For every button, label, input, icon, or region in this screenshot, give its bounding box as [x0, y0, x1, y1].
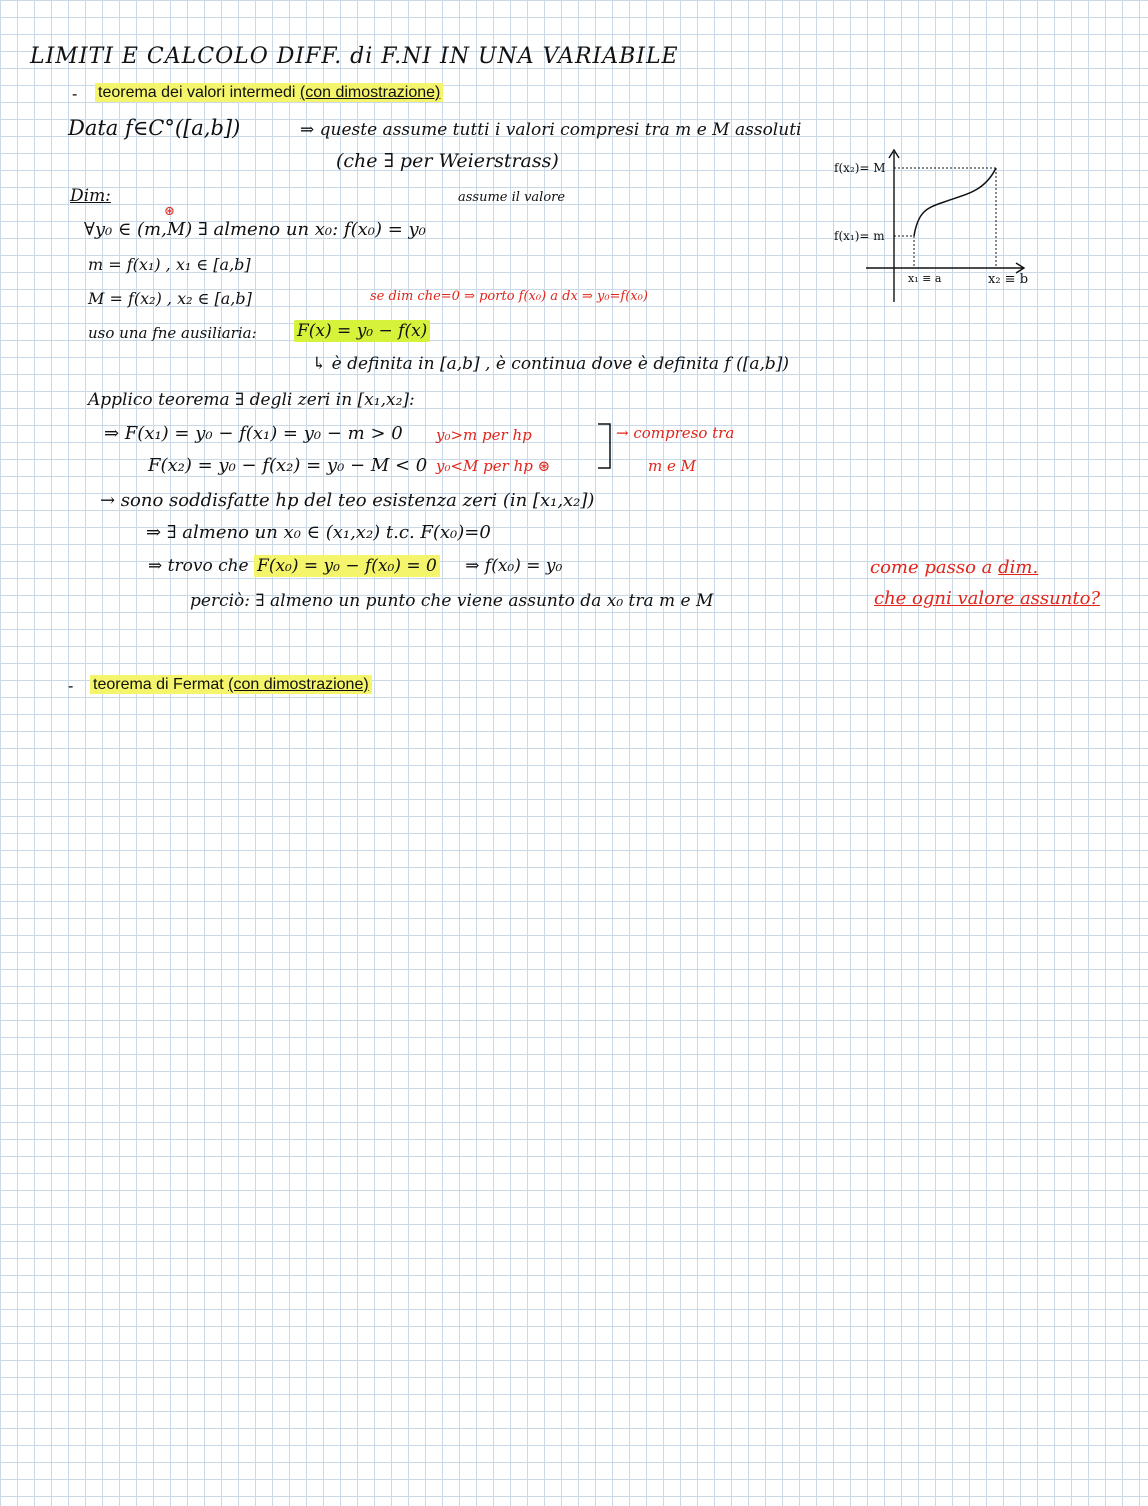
page-title: LIMITI E CALCOLO DIFF. di F.NI IN UNA VARIABILE [30, 44, 679, 69]
annot-value: assume il valore [458, 190, 566, 205]
graph-curve [914, 168, 996, 236]
section1-heading-paren: (con dimostrazione) [299, 84, 441, 101]
proof-line2: m = f(x₁) , x₁ ∈ [a,b] [88, 255, 251, 274]
proof-line8-note: y₀<M per hp ⊛ [436, 457, 551, 475]
statement-left: Data f∈C°([a,b]) [68, 116, 241, 140]
question-line1 [870, 557, 1038, 578]
dim-label: Dim: [70, 186, 111, 206]
question-line2: che ogni valore assunto? [874, 588, 1101, 609]
section1-heading [95, 84, 443, 102]
question-line1b: dim. [998, 557, 1039, 578]
proof-line6: Applico teorema ∃ degli zeri in [x₁,x₂]: [88, 390, 415, 410]
proof-line9: → sono soddisfatte hp del teo esistenza zeri (in [x₁,x₂]) [100, 490, 595, 511]
section2-heading-paren: (con dimostrazione) [228, 676, 369, 693]
proof-line5: ↳ è definita in [a,b] , è continua dove è definita f ([a,b]) [312, 354, 790, 374]
proof-line7: ⇒ F(x₁) = y₀ − f(x₁) = y₀ − m > 0 [104, 423, 403, 444]
section2-heading-text: teorema di Fermat [93, 676, 224, 693]
graph-ylabel-top: f(x₂)= M [834, 161, 886, 175]
brace-note-2: m e M [648, 457, 696, 475]
aux-function-text: F(x) = y₀ − f(x) [294, 320, 430, 342]
proof-line1: ∀y₀ ∈ (m,M) ∃ almeno un x₀: f(x₀) = y₀ [84, 219, 426, 240]
proof-line11-right: ⇒ f(x₀) = y₀ [465, 556, 563, 576]
section1-heading-text: teorema dei valori intermedi [98, 84, 296, 101]
proof-line3: M = f(x₂) , x₂ ∈ [a,b] [88, 289, 252, 308]
proof-line12: perciò: ∃ almeno un punto che viene assunto da x₀ tra m e M [190, 591, 714, 611]
proof-line3-note: se dim che=0 ⇒ porto f(x₀) a dx ⇒ y₀=f(x₀) [370, 289, 648, 304]
proof-line11-fn: F(x₀) = y₀ − f(x₀) = 0 [254, 555, 440, 577]
aux-function [294, 321, 430, 341]
graph-xlabel-right: x₂ ≡ b [988, 272, 1029, 287]
bullet-dash-2: - [68, 678, 74, 695]
question-line1a: come passo a [870, 557, 993, 578]
graph-xlabel-left: x₁ ≡ a [908, 272, 942, 285]
statement-line2: (che ∃ per Weierstrass) [336, 150, 559, 172]
proof-line8: F(x₂) = y₀ − f(x₂) = y₀ − M < 0 [148, 455, 428, 476]
statement-right: ⇒ queste assume tutti i valori compresi tra m e M assoluti [300, 120, 802, 140]
proof-line10: ⇒ ∃ almeno un x₀ ∈ (x₁,x₂) t.c. F(x₀)=0 [146, 522, 491, 543]
proof-line11-left: ⇒ trovo che [148, 556, 249, 576]
bullet-dash: - [72, 86, 78, 103]
graph-ylabel-bottom: f(x₁)= m [834, 229, 885, 243]
brace-note-1: → compreso tra [616, 424, 735, 442]
proof-line7-note: y₀>m per hp [436, 426, 532, 444]
proof-line4: uso una fne ausiliaria: [88, 324, 257, 342]
star-mark: ⊛ [164, 204, 175, 219]
section2-heading [90, 676, 372, 694]
proof-line11 [148, 556, 562, 576]
